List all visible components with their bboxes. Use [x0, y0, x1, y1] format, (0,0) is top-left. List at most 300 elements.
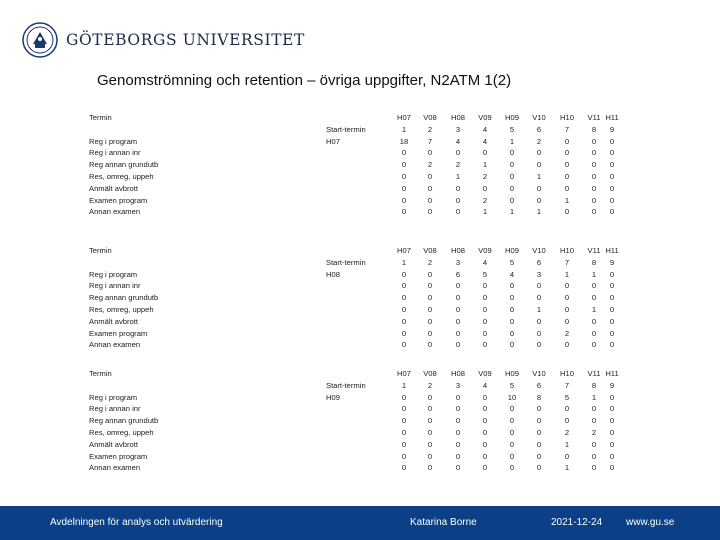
value-cell: 0 [536, 183, 542, 193]
value-cell: 1 [482, 160, 488, 170]
start-termin-label: Start-termin [326, 257, 366, 267]
table-row [0, 328, 720, 340]
value-cell: 0 [564, 183, 570, 193]
value-cell: 0 [591, 148, 597, 158]
value-cell: 0 [591, 404, 597, 414]
value-cell: 0 [455, 428, 461, 437]
value-cell: 1 [536, 305, 542, 314]
row-label: Anmält avbrott [89, 439, 138, 449]
table-row [0, 280, 720, 292]
value-cell: 0 [564, 207, 570, 217]
table-row [0, 159, 720, 171]
value-cell: 0 [536, 428, 542, 437]
value-cell: 0 [401, 451, 407, 461]
value-cell: 0 [564, 160, 570, 170]
value-cell: 0 [591, 451, 597, 461]
footer-bar [0, 506, 720, 540]
value-cell: 0 [509, 340, 515, 350]
term-number: 3 [455, 124, 461, 134]
value-cell: 0 [482, 404, 488, 414]
header-row [0, 368, 720, 380]
value-cell: 2 [427, 160, 433, 170]
value-cell: 0 [401, 281, 407, 291]
row-label: Reg i program [89, 136, 138, 146]
value-cell: 0 [427, 451, 433, 461]
value-cell: 0 [427, 293, 433, 303]
value-cell: 0 [482, 305, 488, 314]
term-code: V08 [423, 113, 437, 122]
footer-date: 2021-12-24 [551, 517, 603, 528]
term-code: H09 [505, 369, 519, 378]
row-label: Anmält avbrott [89, 316, 138, 326]
value-cell: 0 [401, 148, 407, 158]
value-cell: 0 [591, 160, 597, 170]
value-cell: 1 [509, 207, 515, 217]
value-cell: 0 [427, 439, 433, 449]
term-code: V10 [532, 246, 546, 255]
value-cell: 1 [591, 305, 597, 314]
term-code: H08 [451, 369, 465, 378]
value-cell: 0 [609, 183, 615, 193]
value-cell: 1 [564, 195, 570, 205]
value-cell: 2 [455, 160, 461, 170]
table-row [0, 339, 720, 351]
term-number: 3 [455, 380, 461, 390]
value-cell: 0 [401, 463, 407, 473]
value-cell: 0 [482, 428, 488, 437]
value-cell: 0 [401, 404, 407, 414]
value-cell: 0 [536, 463, 542, 473]
value-cell: 0 [591, 136, 597, 146]
value-cell: 0 [509, 439, 515, 449]
value-cell: 2 [482, 172, 488, 181]
value-cell: 0 [455, 439, 461, 449]
value-cell: 0 [455, 148, 461, 158]
term-number-row [0, 124, 720, 136]
row-label: Reg i annan inr [89, 404, 141, 414]
term-code: V09 [478, 113, 492, 122]
term-number: 2 [427, 124, 433, 134]
value-cell: 0 [401, 269, 407, 279]
value-cell: 0 [509, 172, 515, 181]
table-row [0, 304, 720, 316]
row-label: Reg i annan inr [89, 281, 141, 291]
row-label: Reg annan grundutb [89, 293, 159, 303]
row-label: Res, omreg, uppeh [89, 428, 154, 437]
value-cell: 0 [427, 207, 433, 217]
value-cell: 0 [536, 328, 542, 338]
term-code: V11 [587, 246, 601, 255]
value-cell: 0 [455, 404, 461, 414]
termin-label: Termin [89, 369, 112, 378]
value-cell: 0 [509, 316, 515, 326]
term-number: 1 [401, 257, 407, 267]
table-row [0, 206, 720, 218]
value-cell: 0 [427, 269, 433, 279]
term-number: 5 [509, 380, 515, 390]
value-cell: 0 [509, 463, 515, 473]
value-cell: 0 [609, 160, 615, 170]
value-cell: 0 [427, 416, 433, 426]
term-code: H10 [560, 113, 574, 122]
value-cell: 0 [427, 172, 433, 181]
term-number: 8 [591, 257, 597, 267]
value-cell: 0 [609, 463, 615, 473]
term-code: H07 [397, 113, 411, 122]
table-row [0, 147, 720, 159]
value-cell: 0 [482, 183, 488, 193]
term-number: 4 [482, 257, 488, 267]
value-cell: 0 [401, 183, 407, 193]
term-number: 3 [455, 257, 461, 267]
value-cell: 2 [591, 428, 597, 437]
value-cell: 0 [401, 316, 407, 326]
value-cell: 0 [536, 316, 542, 326]
term-number: 1 [401, 124, 407, 134]
value-cell: 0 [564, 148, 570, 158]
value-cell: 0 [609, 136, 615, 146]
row-label: Reg annan grundutb [89, 160, 159, 170]
table-row [0, 403, 720, 415]
value-cell: 0 [427, 281, 433, 291]
term-code: V08 [423, 246, 437, 255]
term-code: H11 [605, 369, 619, 378]
value-cell: 0 [482, 328, 488, 338]
value-cell: 1 [455, 172, 461, 181]
value-cell: 0 [609, 404, 615, 414]
value-cell: 0 [564, 172, 570, 181]
table-row [0, 439, 720, 451]
table-row [0, 183, 720, 195]
term-number: 6 [536, 257, 542, 267]
value-cell: 0 [482, 316, 488, 326]
start-termin-value: H07 [326, 136, 340, 146]
value-cell: 0 [482, 148, 488, 158]
value-cell: 0 [609, 428, 615, 437]
value-cell: 0 [564, 404, 570, 414]
value-cell: 0 [482, 463, 488, 473]
start-termin-label: Start-termin [326, 380, 366, 390]
table-row [0, 451, 720, 463]
row-label: Reg annan grundutb [89, 416, 159, 426]
term-number-row [0, 380, 720, 392]
value-cell: 2 [564, 428, 570, 437]
value-cell: 0 [536, 340, 542, 350]
value-cell: 0 [591, 172, 597, 181]
start-termin-value: H09 [326, 392, 340, 402]
footer-author: Katarina Borne [410, 517, 477, 528]
termin-label: Termin [89, 113, 112, 122]
value-cell: 0 [455, 416, 461, 426]
row-label: Annan examen [89, 463, 141, 473]
value-cell: 0 [455, 463, 461, 473]
value-cell: 0 [591, 183, 597, 193]
value-cell: 0 [509, 428, 515, 437]
value-cell: 0 [482, 392, 488, 402]
value-cell: 0 [564, 316, 570, 326]
value-cell: 0 [509, 451, 515, 461]
row-label: Examen program [89, 195, 148, 205]
value-cell: 0 [536, 293, 542, 303]
value-cell: 1 [564, 439, 570, 449]
value-cell: 0 [401, 207, 407, 217]
value-cell: 1 [564, 269, 570, 279]
value-cell: 7 [427, 136, 433, 146]
value-cell: 0 [482, 451, 488, 461]
row-label: Reg i program [89, 269, 138, 279]
value-cell: 0 [455, 281, 461, 291]
value-cell: 0 [591, 316, 597, 326]
value-cell: 1 [591, 392, 597, 402]
table-row [0, 269, 720, 281]
table-row [0, 136, 720, 148]
value-cell: 0 [509, 183, 515, 193]
term-number: 5 [509, 124, 515, 134]
value-cell: 0 [609, 328, 615, 338]
term-code: H11 [605, 113, 619, 122]
value-cell: 1 [536, 207, 542, 217]
value-cell: 0 [427, 316, 433, 326]
value-cell: 0 [564, 281, 570, 291]
value-cell: 0 [427, 183, 433, 193]
term-code: H09 [505, 246, 519, 255]
value-cell: 0 [482, 281, 488, 291]
value-cell: 0 [609, 281, 615, 291]
value-cell: 0 [401, 340, 407, 350]
university-seal-icon [22, 22, 58, 58]
value-cell: 0 [564, 136, 570, 146]
table-row [0, 427, 720, 439]
term-number: 8 [591, 124, 597, 134]
row-label: Res, omreg, uppeh [89, 305, 154, 314]
value-cell: 0 [482, 293, 488, 303]
value-cell: 0 [427, 392, 433, 402]
value-cell: 0 [564, 305, 570, 314]
value-cell: 0 [427, 148, 433, 158]
term-number: 4 [482, 124, 488, 134]
value-cell: 0 [591, 463, 597, 473]
header-row [0, 112, 720, 124]
table-row [0, 415, 720, 427]
value-cell: 0 [427, 305, 433, 314]
value-cell: 0 [482, 439, 488, 449]
value-cell: 1 [591, 269, 597, 279]
term-code: H08 [451, 113, 465, 122]
value-cell: 1 [536, 172, 542, 181]
table-row [0, 316, 720, 328]
term-number: 9 [609, 380, 615, 390]
value-cell: 0 [564, 293, 570, 303]
term-code: H09 [505, 113, 519, 122]
value-cell: 2 [564, 328, 570, 338]
value-cell: 0 [609, 316, 615, 326]
value-cell: 5 [482, 269, 488, 279]
value-cell: 0 [609, 416, 615, 426]
value-cell: 0 [591, 293, 597, 303]
value-cell: 0 [591, 281, 597, 291]
value-cell: 0 [609, 172, 615, 181]
value-cell: 0 [427, 404, 433, 414]
value-cell: 0 [536, 160, 542, 170]
value-cell: 0 [509, 148, 515, 158]
row-label: Examen program [89, 328, 148, 338]
value-cell: 0 [509, 328, 515, 338]
value-cell: 10 [507, 392, 517, 402]
row-label: Reg i program [89, 392, 138, 402]
value-cell: 0 [564, 451, 570, 461]
value-cell: 0 [564, 416, 570, 426]
term-code: V09 [478, 369, 492, 378]
university-name: GÖTEBORGS UNIVERSITET [66, 31, 305, 49]
term-code: H07 [397, 369, 411, 378]
value-cell: 0 [401, 305, 407, 314]
value-cell: 2 [482, 195, 488, 205]
term-code: V11 [587, 369, 601, 378]
value-cell: 4 [482, 136, 488, 146]
value-cell: 0 [455, 183, 461, 193]
value-cell: 0 [591, 416, 597, 426]
term-code: H08 [451, 246, 465, 255]
value-cell: 0 [536, 404, 542, 414]
footer-website[interactable]: www.gu.se [626, 517, 675, 528]
value-cell: 0 [509, 416, 515, 426]
value-cell: 3 [536, 269, 542, 279]
value-cell: 0 [455, 293, 461, 303]
term-number: 4 [482, 380, 488, 390]
value-cell: 0 [482, 416, 488, 426]
term-number: 7 [564, 257, 570, 267]
value-cell: 5 [564, 392, 570, 402]
term-number: 6 [536, 380, 542, 390]
value-cell: 0 [591, 328, 597, 338]
value-cell: 0 [609, 207, 615, 217]
value-cell: 0 [564, 340, 570, 350]
value-cell: 0 [401, 416, 407, 426]
value-cell: 0 [609, 340, 615, 350]
term-code: H07 [397, 246, 411, 255]
value-cell: 0 [401, 160, 407, 170]
value-cell: 0 [482, 340, 488, 350]
value-cell: 4 [509, 269, 515, 279]
value-cell: 1 [564, 463, 570, 473]
start-termin-value: H08 [326, 269, 340, 279]
term-code: V09 [478, 246, 492, 255]
value-cell: 4 [455, 136, 461, 146]
value-cell: 1 [509, 136, 515, 146]
value-cell: 0 [401, 293, 407, 303]
term-number-row [0, 257, 720, 269]
value-cell: 0 [609, 269, 615, 279]
value-cell: 0 [401, 195, 407, 205]
row-label: Reg i annan inr [89, 148, 141, 158]
value-cell: 0 [401, 172, 407, 181]
table-row [0, 171, 720, 183]
value-cell: 0 [591, 195, 597, 205]
term-number: 6 [536, 124, 542, 134]
value-cell: 18 [399, 136, 409, 146]
value-cell: 0 [427, 195, 433, 205]
term-code: H10 [560, 246, 574, 255]
value-cell: 0 [427, 463, 433, 473]
value-cell: 0 [401, 328, 407, 338]
value-cell: 0 [609, 293, 615, 303]
value-cell: 0 [455, 195, 461, 205]
value-cell: 2 [536, 136, 542, 146]
term-number: 1 [401, 380, 407, 390]
term-code: V10 [532, 113, 546, 122]
page-title: Genomströmning och retention – övriga uppgifter, N2ATM 1(2) [97, 72, 512, 89]
value-cell: 0 [455, 328, 461, 338]
value-cell: 0 [509, 305, 515, 314]
row-label: Annan examen [89, 207, 141, 217]
value-cell: 0 [536, 451, 542, 461]
value-cell: 0 [427, 428, 433, 437]
value-cell: 0 [455, 451, 461, 461]
start-termin-label: Start-termin [326, 124, 366, 134]
value-cell: 0 [509, 281, 515, 291]
term-number: 2 [427, 380, 433, 390]
value-cell: 0 [609, 195, 615, 205]
value-cell: 0 [455, 305, 461, 314]
value-cell: 0 [609, 392, 615, 402]
value-cell: 0 [509, 293, 515, 303]
term-code: V11 [587, 113, 601, 122]
value-cell: 0 [609, 439, 615, 449]
value-cell: 0 [609, 451, 615, 461]
value-cell: 0 [427, 328, 433, 338]
value-cell: 0 [609, 305, 615, 314]
value-cell: 0 [509, 195, 515, 205]
row-label: Examen program [89, 451, 148, 461]
university-logo [22, 20, 305, 60]
value-cell: 0 [455, 207, 461, 217]
value-cell: 0 [509, 160, 515, 170]
row-label: Res, omreg, uppeh [89, 172, 154, 181]
value-cell: 0 [536, 195, 542, 205]
value-cell: 0 [427, 340, 433, 350]
value-cell: 0 [536, 281, 542, 291]
table-row [0, 462, 720, 474]
value-cell: 0 [401, 428, 407, 437]
term-number: 8 [591, 380, 597, 390]
term-code: V08 [423, 369, 437, 378]
header-row [0, 245, 720, 257]
value-cell: 1 [482, 207, 488, 217]
value-cell: 6 [455, 269, 461, 279]
value-cell: 0 [455, 316, 461, 326]
value-cell: 0 [401, 439, 407, 449]
term-number: 9 [609, 257, 615, 267]
value-cell: 0 [455, 392, 461, 402]
term-number: 9 [609, 124, 615, 134]
term-code: V10 [532, 369, 546, 378]
term-number: 7 [564, 380, 570, 390]
row-label: Anmält avbrott [89, 183, 138, 193]
value-cell: 0 [609, 148, 615, 158]
footer-department: Avdelningen för analys och utvärdering [50, 517, 223, 528]
value-cell: 0 [509, 404, 515, 414]
row-label: Annan examen [89, 340, 141, 350]
term-code: H10 [560, 369, 574, 378]
value-cell: 8 [536, 392, 542, 402]
termin-label: Termin [89, 246, 112, 255]
value-cell: 0 [401, 392, 407, 402]
value-cell: 0 [455, 340, 461, 350]
table-row [0, 292, 720, 304]
term-number: 5 [509, 257, 515, 267]
value-cell: 0 [591, 340, 597, 350]
value-cell: 0 [591, 207, 597, 217]
